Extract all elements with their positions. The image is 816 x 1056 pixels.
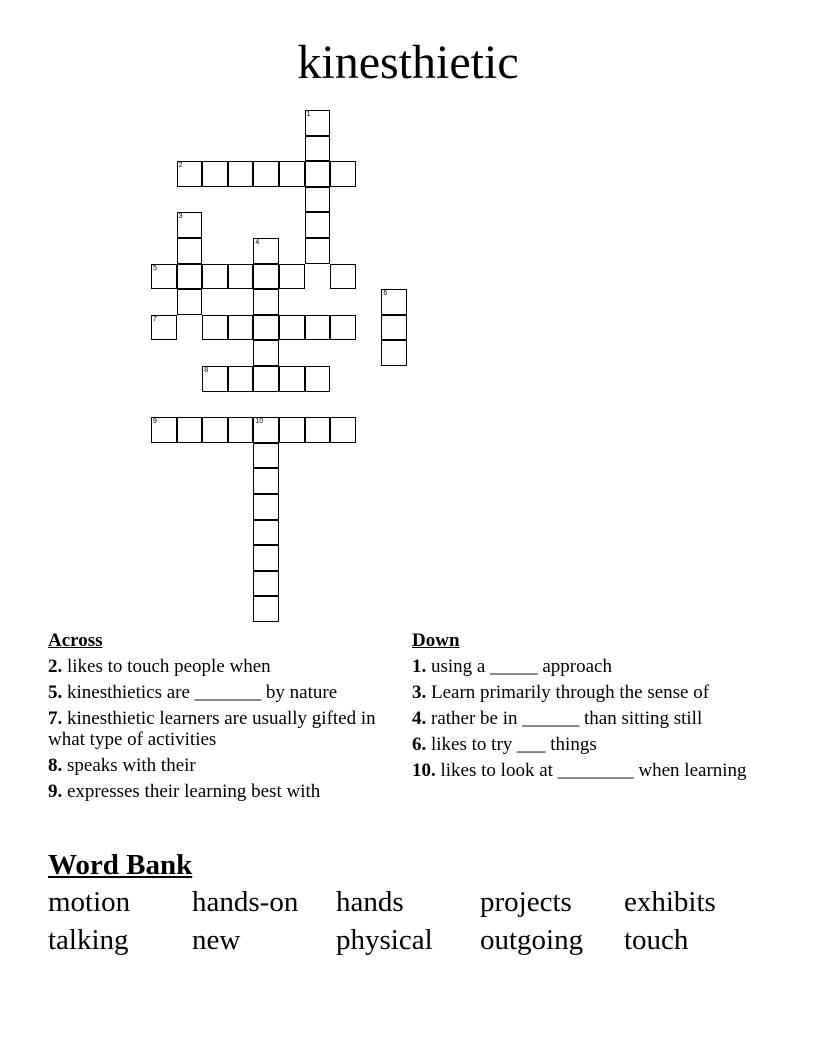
cell-number: 7 — [153, 315, 157, 323]
crossword-cell — [381, 315, 407, 341]
crossword-cell — [228, 417, 254, 443]
clue-number: 6. — [412, 734, 427, 755]
cell-number: 9 — [153, 418, 157, 426]
crossword-cell — [279, 417, 305, 443]
crossword-cell — [279, 315, 305, 341]
crossword-cell — [177, 289, 203, 315]
cell-number: 5 — [153, 264, 157, 272]
clue-text: Learn primarily through the sense of — [431, 682, 710, 703]
cell-number: 2 — [178, 162, 183, 170]
word-bank-word: new — [192, 924, 241, 956]
clue-number: 10. — [412, 760, 436, 781]
crossword-cell — [151, 264, 177, 290]
clue-text: using a _____ approach — [431, 656, 612, 677]
crossword-cell — [177, 161, 203, 187]
crossword-cell — [330, 264, 356, 290]
cell-number: 8 — [204, 367, 209, 374]
word-bank-word: projects — [480, 886, 572, 918]
clue-text: kinesthietics are _______ by nature — [67, 682, 338, 703]
crossword-cell — [279, 264, 305, 290]
clue-number: 4. — [412, 708, 427, 729]
crossword-cell — [253, 571, 279, 597]
clue-number: 9. — [48, 781, 63, 802]
crossword-cell — [253, 238, 279, 264]
crossword-cell — [202, 161, 228, 187]
across-heading: Across — [48, 630, 103, 651]
crossword-cell — [381, 289, 407, 315]
crossword-cell — [381, 340, 407, 366]
across-clue-8 — [48, 755, 388, 776]
crossword-cell — [202, 264, 228, 290]
crossword-cell — [253, 443, 279, 469]
crossword-cell — [253, 366, 279, 392]
clue-text: likes to look at ________ when learning — [440, 760, 747, 781]
crossword-cell — [253, 494, 279, 520]
crossword-cell — [330, 417, 356, 443]
crossword-cell — [305, 238, 331, 264]
down-clue-3 — [412, 682, 752, 703]
word-bank-word: hands-on — [192, 886, 299, 918]
crossword-cell — [305, 212, 331, 238]
clue-text: kinesthietic learners are usually gifted in what type of activities — [48, 708, 376, 750]
word-bank-word: physical — [336, 924, 433, 956]
crossword-cell — [305, 161, 331, 187]
crossword-cell — [253, 596, 279, 622]
across-clue-9 — [48, 781, 388, 802]
across-clue-5 — [48, 682, 388, 703]
crossword-cell — [279, 161, 305, 187]
clue-number: 7. — [48, 708, 63, 729]
crossword-cell — [253, 289, 279, 315]
page-title: kinesthietic — [297, 36, 519, 89]
cell-number: 3 — [178, 213, 183, 221]
word-bank — [48, 884, 778, 958]
cell-number: 4 — [255, 239, 260, 246]
crossword-cell — [305, 187, 331, 213]
clue-text: likes to touch people when — [67, 656, 271, 677]
crossword-cell — [228, 161, 254, 187]
clue-text: expresses their learning best with — [67, 781, 321, 802]
crossword-cell — [202, 315, 228, 341]
crossword-cell — [177, 238, 203, 264]
clue-number: 5. — [48, 682, 63, 703]
clue-text: rather be in ______ than sitting still — [431, 708, 703, 729]
crossword-cell — [151, 315, 177, 341]
down-clue-6 — [412, 734, 752, 755]
crossword-cell — [253, 468, 279, 494]
cell-number: 10 — [255, 418, 264, 426]
crossword-cell — [305, 315, 331, 341]
word-bank-word: exhibits — [624, 886, 716, 918]
clue-number: 2. — [48, 656, 63, 677]
across-clue-7 — [48, 708, 388, 750]
crossword-cell — [279, 366, 305, 392]
crossword-cell — [202, 417, 228, 443]
down-clue-4 — [412, 708, 752, 729]
crossword-cell — [253, 417, 279, 443]
crossword-cell — [202, 366, 228, 392]
crossword-cell — [228, 315, 254, 341]
clue-number: 8. — [48, 755, 63, 776]
crossword-cell — [330, 161, 356, 187]
down-clue-10 — [412, 760, 752, 781]
crossword-cell — [151, 417, 177, 443]
down-clue-1 — [412, 656, 752, 677]
cell-number: 1 — [306, 111, 311, 118]
word-bank-word: talking — [48, 924, 129, 956]
crossword-cell — [177, 264, 203, 290]
cell-number: 6 — [383, 290, 388, 298]
crossword-cell — [305, 136, 331, 162]
crossword-cell — [228, 264, 254, 290]
crossword-cell — [253, 545, 279, 571]
word-bank-word: outgoing — [480, 924, 584, 956]
word-bank-word: hands — [336, 886, 404, 918]
crossword-cell — [330, 315, 356, 341]
across-clues — [48, 630, 388, 807]
word-bank-word: motion — [48, 886, 131, 918]
down-clues — [412, 630, 752, 786]
clue-number: 3. — [412, 682, 427, 703]
clue-number: 1. — [412, 656, 427, 677]
crossword-cell — [177, 417, 203, 443]
down-heading: Down — [412, 630, 460, 651]
crossword-cell — [253, 340, 279, 366]
crossword-cell — [253, 315, 279, 341]
crossword-cell — [305, 417, 331, 443]
crossword-cell — [253, 161, 279, 187]
clue-text: speaks with their — [67, 755, 196, 776]
crossword-cell — [305, 110, 331, 136]
crossword-cell — [253, 520, 279, 546]
word-bank-word: touch — [624, 924, 689, 956]
across-clue-2 — [48, 656, 388, 677]
crossword-cell — [305, 366, 331, 392]
word-bank-title: Word Bank — [48, 849, 193, 881]
crossword-cell — [228, 366, 254, 392]
crossword-cell — [177, 212, 203, 238]
crossword-cell — [253, 264, 279, 290]
clue-text: likes to try ___ things — [431, 734, 597, 755]
